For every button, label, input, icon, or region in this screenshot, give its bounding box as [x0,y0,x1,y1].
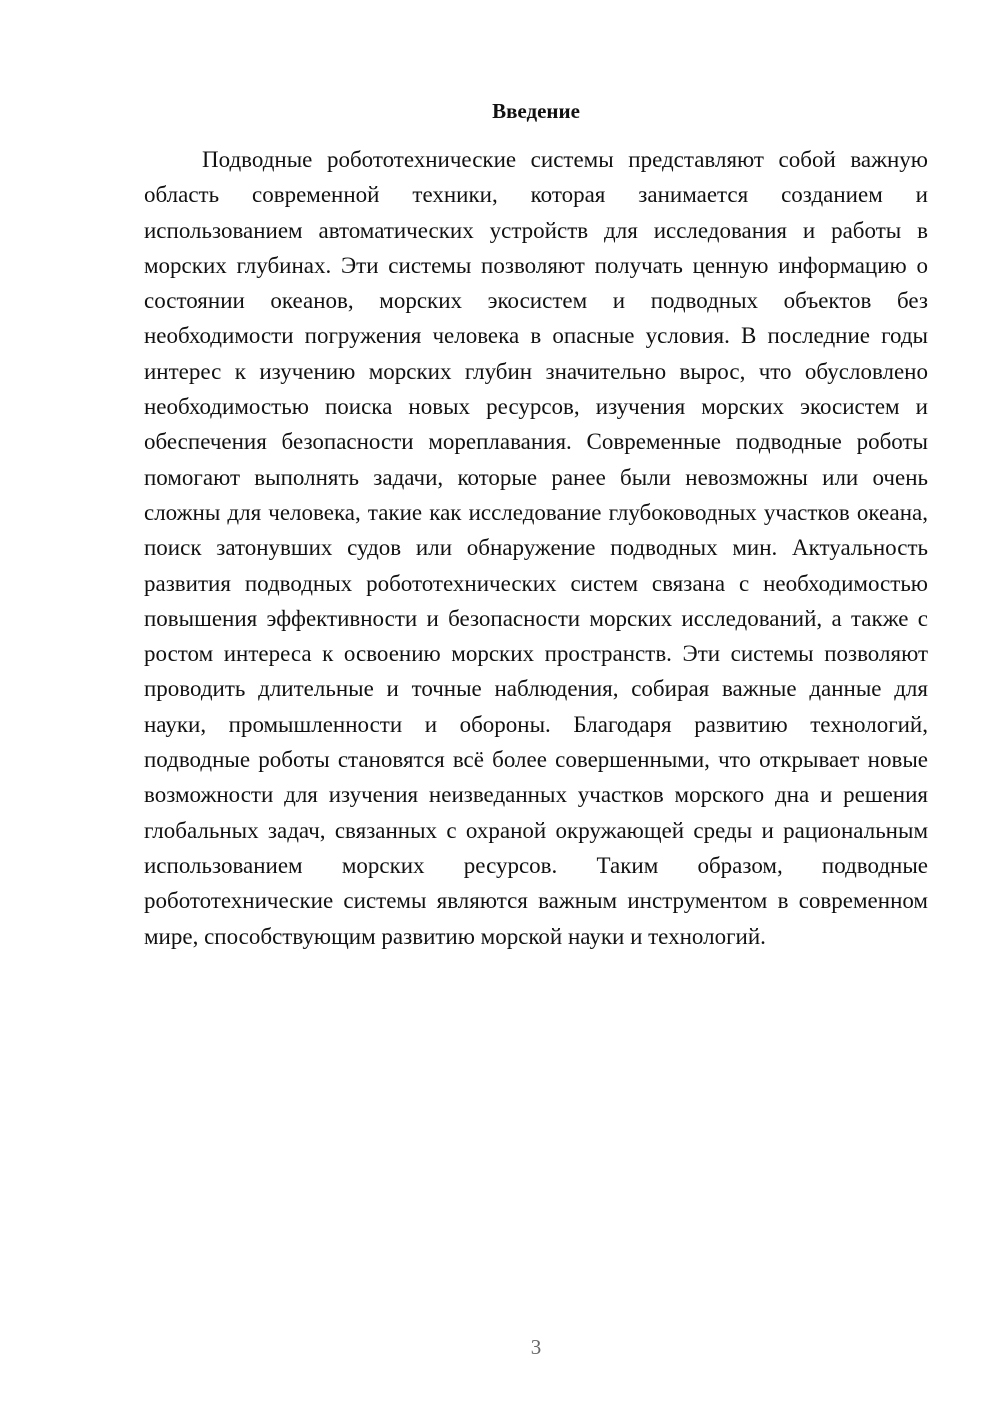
body-paragraph: Подводные робототехнические системы представляют собой важную область современной техники, которая занимается созданием и использованием автоматических устройств для исследования и работы в морских глубинах. Эти системы позволяют получать ценную информацию о состоянии океанов, морских экосистем и подводных объектов без необходимости погружения человека в опасные условия. В последние годы интерес к изучению морских глубин значительно вырос, что обусловлено необходимостью поиска новых ресурсов, изучения морских экосистем и обеспечения безопасности мореплавания. Современные подводные роботы помогают выполнять задачи, которые ранее были невозможны или очень сложны для человека, такие как исследование глубоководных участков океана, поиск затонувших судов или обнаружение подводных мин. Актуальность развития подводных робототехнических систем связана с необходимостью повышения эффективности и безопасности морских исследований, а также с ростом интереса к освоению морских пространств. Эти системы позволяют проводить длительные и точные наблюдения, собирая важные данные для науки, промышленности и обороны. Благодаря развитию технологий, подводные роботы становятся всё более совершенными, что открывает новые возможности для изучения неизведанных участков морского дна и решения глобальных задач, связанных с охраной окружающей среды и рациональным использованием морских ресурсов. Таким образом, подводные робототехнические системы являются важным инструментом в современном мире, способствующим развитию морской науки и технологий. [144,147,928,949]
section-heading: Введение [492,99,580,123]
page-number: 3 [530,1335,542,1359]
